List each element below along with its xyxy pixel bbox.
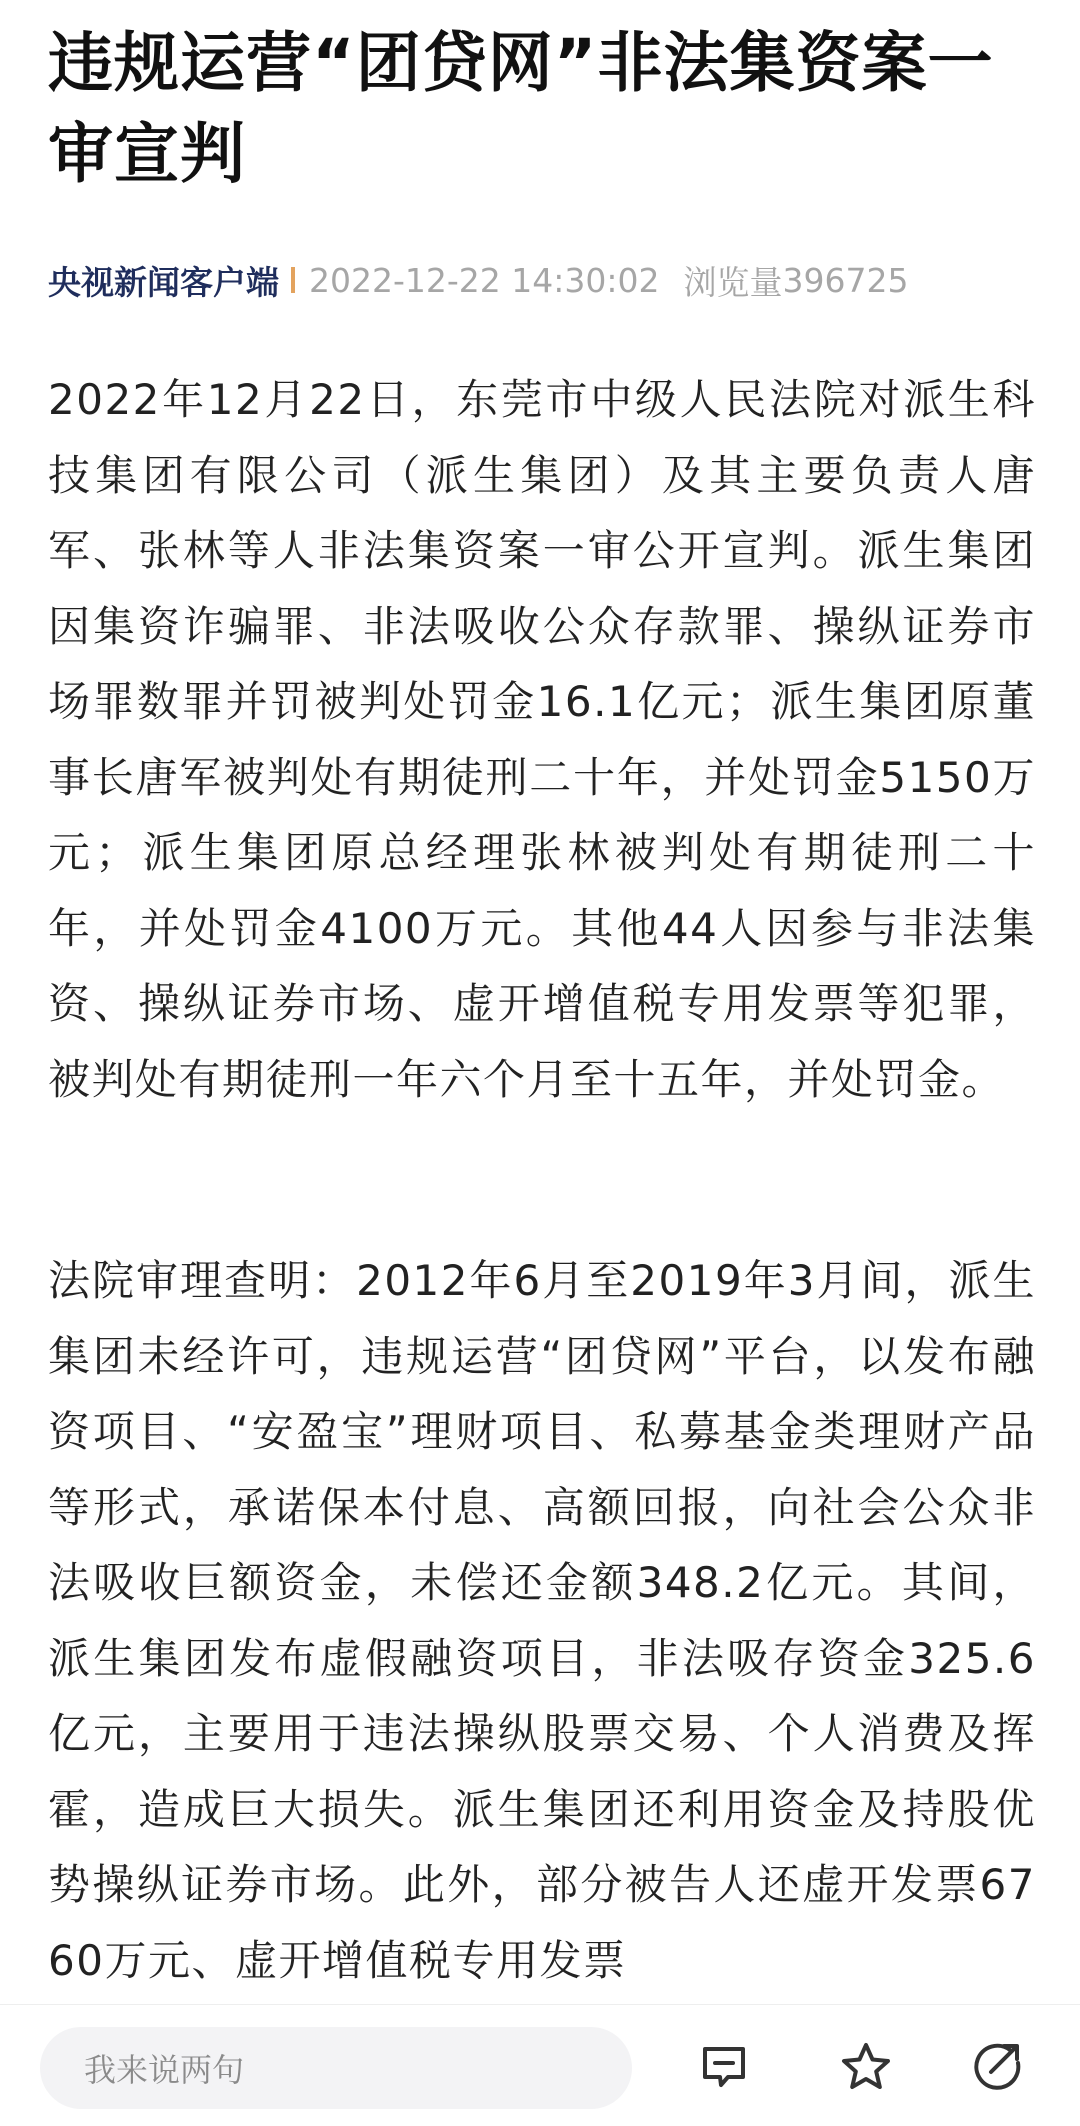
share-button[interactable] bbox=[966, 2035, 1030, 2099]
article-meta bbox=[48, 258, 908, 302]
publish-date: 2022-12-22 14:30:02 bbox=[309, 260, 660, 300]
views-count: 396725 bbox=[782, 260, 909, 300]
share-icon bbox=[970, 2039, 1026, 2095]
views-label: 浏览量 bbox=[683, 262, 783, 302]
comment-placeholder: 我来说两句 bbox=[84, 2051, 245, 2089]
article-paragraph: 2022年12月22日，东莞市中级人民法院对派生科技集团有限公司（派生集团）及其主要负责人唐军、张林等人非法集资案一审公开宣判。派生集团因集资诈骗罪、非法吸收公众存款罪、操纵证券市场罪数罪并罚被判处罚金16.1亿元；派生集团原董事长唐军被判处有期徒刑二十年，并处罚金5150万元；派生集团原总经理张林被判处有期徒刑二十年，并处罚金4100万元。其他44人因参与非法集资、操纵证券市场、虚开增值税专用发票等犯罪，被判处有期徒刑一年六个月至十五年，并处罚金。 bbox=[48, 375, 1036, 1104]
comment-icon bbox=[698, 2041, 750, 2093]
article-paragraph: 法院审理查明：2012年6月至2019年3月间，派生集团未经许可，违规运营“团贷网”平台，以发布融资项目、“安盈宝”理财项目、私募基金类理财产品等形式，承诺保本付息、高额回报，向社会公众非法吸收巨额资金，未偿还金额348.2亿元。其间，派生集团发布虚假融资项目，非法吸存资金325.6亿元，主要用于违法操纵股票交易、个人消费及挥霍，造成巨大损失。派生集团还利用资金及持股优势操纵证券市场。此外，部分被告人还虚开发票6760万元、虚开增值税专用发票 bbox=[48, 1256, 1036, 1985]
article-title: 违规运营“团贷网”非法集资案一审宣判 bbox=[48, 26, 994, 192]
star-icon bbox=[838, 2039, 894, 2095]
comment-button[interactable] bbox=[692, 2035, 756, 2099]
article-source[interactable]: 央视新闻客户端 bbox=[48, 262, 279, 302]
comment-input[interactable] bbox=[40, 2027, 632, 2109]
favorite-button[interactable] bbox=[834, 2035, 898, 2099]
bottom-action-bar bbox=[0, 2004, 1080, 2126]
meta-divider bbox=[291, 267, 295, 293]
